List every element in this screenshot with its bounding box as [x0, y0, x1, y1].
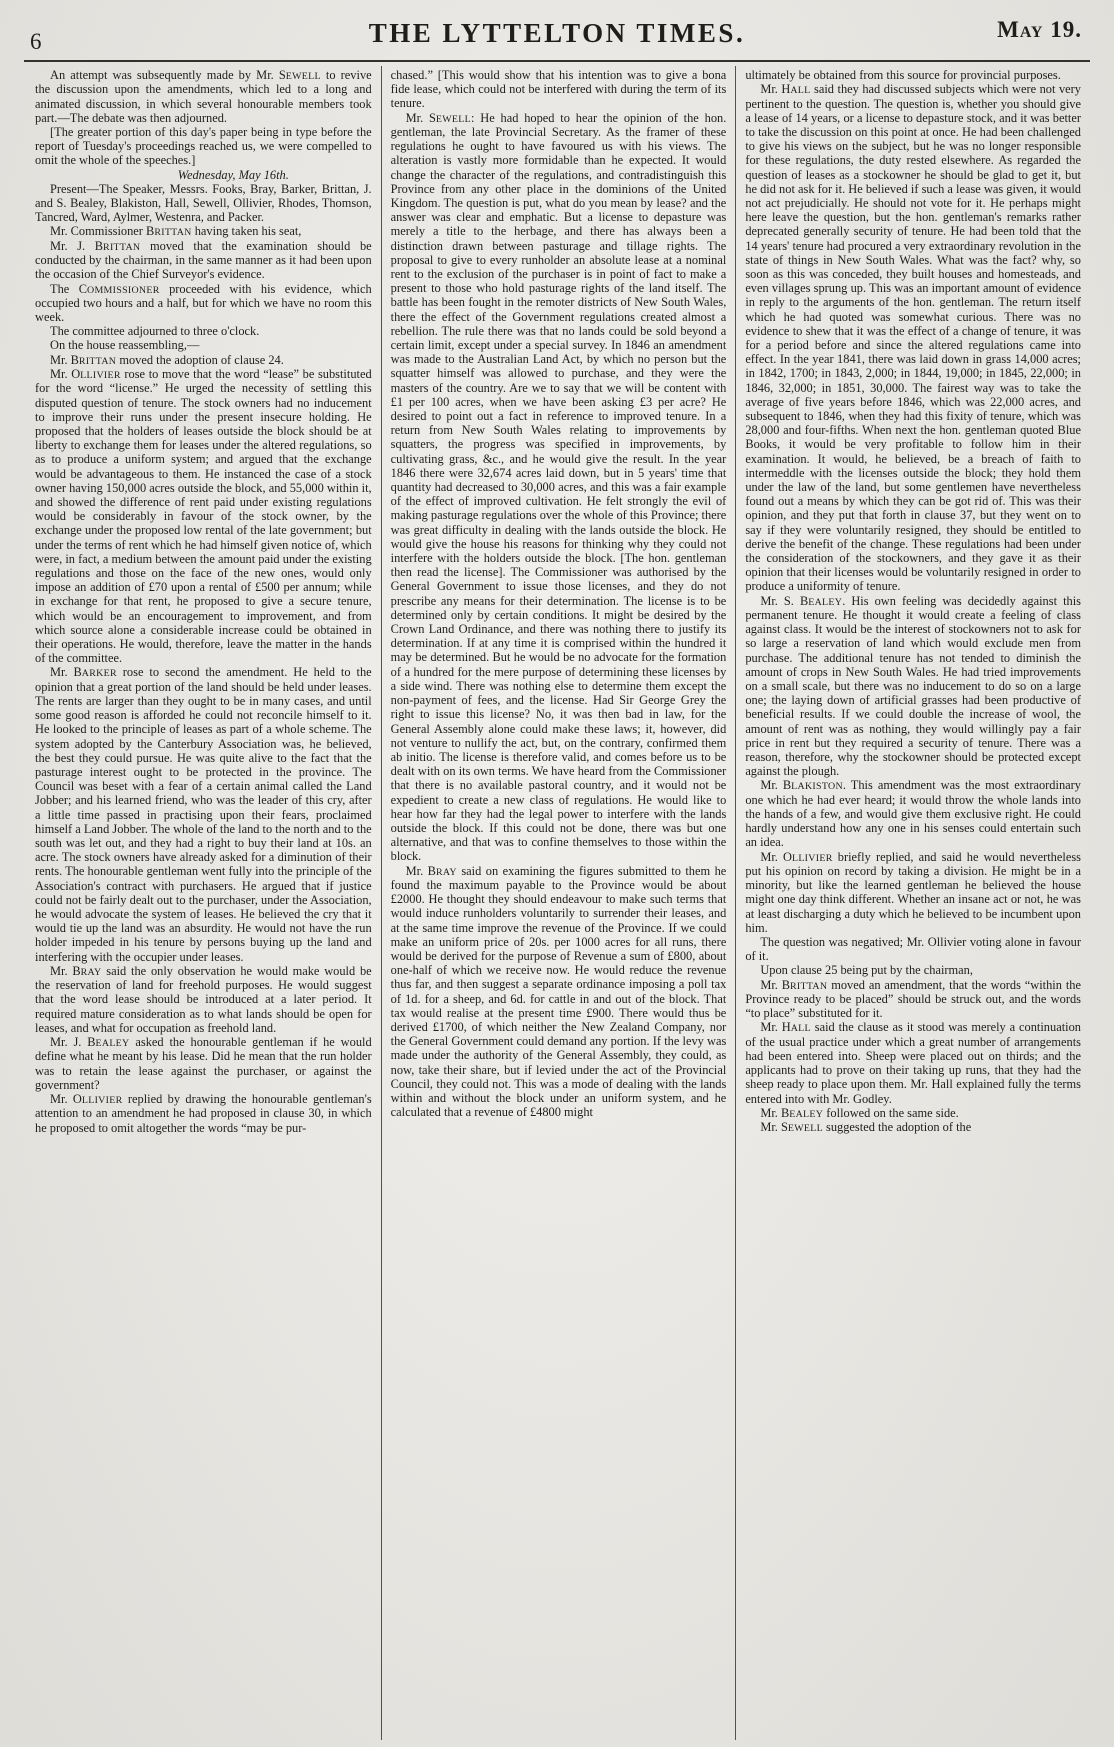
- speaker-name: EWELL: [435, 113, 471, 125]
- paragraph: Mr. Commissioner BRITTAN having taken his seat,: [50, 224, 302, 239]
- paragraph: Mr. BLAKISTON. This amendment was the most extraordinary one which he had ever heard; it would throw the whole lands into the hands of a few, and would give them exclusive right. He could hardly understand how any one in his senses could entertain such an idea.: [745, 778, 1081, 850]
- paragraph: Mr. BRAY said on examining the figures submitted to them he found the maximum payable to the Province would be about £2000. He thought they should endeavour to make such terms that would induce runholders voluntarily to surrender their leases, and at the same time improve the revenue of the Province. If we could make an uniform price of 20s. per 1000 acres for all runs, there would be derived for the purpose of Revenue a sum of £800, about one-half of which we receive now. He would reduce the revenue thus far, and then suggest a separate ordinance imposing a poll tax of 1d. for a sheep, and 6d. for cattle in and out of the block. That tax would realise at the present time £900. There would thus be derived £1700, of which neither the New Zealand Company, nor the General Government could demand any portion. If the levy was made under the authority of the General Assembly, they could, as now, take their share, but if levied under the act of the Provincial Council, they could not. This was a mode of dealing with the lands within and without the block under an uniform system, and he calculated that a revenue of £4800 might: [390, 863, 727, 1120]
- speaker-name: RITTAN: [103, 241, 141, 253]
- paragraph: Mr. BRITTAN moved an amendment, that the words “within the Province ready to be placed” should be struck out, and the words “to place” substituted for it.: [745, 977, 1081, 1021]
- speaker-name: ALL: [790, 85, 811, 97]
- page-number: 6: [30, 29, 42, 54]
- speaker-name: EALEY: [95, 1038, 130, 1050]
- paragraph: Mr. OLLIVIER replied by drawing the honourable gentleman's attention to an amendment he had proposed in clause 30, in which he proposed to omit altogether the words “may be pur-: [35, 1092, 372, 1135]
- paragraph: Mr. SEWELL suggested the adoption of the: [760, 1120, 972, 1135]
- column-3: [735, 66, 1090, 1740]
- column-1: [26, 66, 381, 1740]
- paragraph: ultimately be obtained from this source for provincial purposes.: [745, 68, 1061, 82]
- speaker-name: RITTAN: [154, 227, 192, 239]
- paragraph: The committee adjourned to three o'clock.: [50, 324, 260, 339]
- paragraph: [The greater portion of this day's paper being in type before the report of Tuesday's proceedings reached us, we were compelled to omit the whole of the speeches.]: [35, 124, 372, 168]
- paragraph: Wednesday, May 16th.: [177, 167, 289, 182]
- paragraph: Mr. J. BEALEY asked the honourable gentleman if he would define what he meant by his lease. Did he mean that the run holder was to retain the lease against the purchaser, or against the government?: [35, 1035, 372, 1092]
- paragraph: Mr. BARKER rose to second the amendment. He held to the opinion that a great portion of the land should be held under leases. The rents are larger than they ought to be in many cases, and until some good reason is afforded he could not reconcile himself to it. He looked to the principle of leases as part of a whole scheme. The system adopted by the Canterbury Association was, he believed, the best they could pursue. He was quite alive to the fact that the pasturage interest ought to be protected in the province. The Council was beset with a fear of a certain animal called the Land Jobber; and his learned friend, who was the leader of this cry, after a little time passed in practising upon their fears, proclaimed himself a Land Jobber. The whole of the land to the north and to the south was let out, and they had a right to buy their land at 10s. an acre. The stock owners have already asked for a diminution of their rents. The honourable gentleman went fully into the principle of the Association's contract with purchasers. He argued that if justice could not be fairly dealt out to the purchaser, under the Association, he would advocate the system of leases. He believed the cry that it would tie up the land was an absurdity. He would not have the run holder impeded in his tenure by persons buying up the land and interfering with the occupier under leases.: [35, 665, 372, 964]
- paragraph: The question was negatived; Mr. Ollivier voting alone in favour of it.: [745, 935, 1081, 964]
- paragraph: Mr. OLLIVIER briefly replied, and said he would nevertheless put his opinion on record by taking a division. He might be in a minority, but like the learned gentleman he believed the house might one day think different. Whether an insane act or not, he was at least discharging a duty which he believed to be incumbent upon him.: [745, 849, 1081, 935]
- paragraph: Mr. SEWELL: He had hoped to hear the opinion of the hon. gentleman, the late Provincial Secretary. As the framer of these regulations he ought to have favoured us with his views. The alteration is vastly more formidable than he expected. It would change the character of the regulations, and contradistinguish this Province from any other place in the dominions of the United Kingdom. The question is put, what do you mean by lease? and the answer was clear and emphatic. But a license to depasture was merely a title to the herbage, and there has always been a distinction drawn between pasturage and tillage rights. The proposal to give to every runholder an absolute lease at a nominal rent to the exclusion of the purchaser is in point of fact to make a present to those who hold pasturage rights of the land itself. The battle has been fought in the remoter districts of New South Wales, there the effect of the Government regulations created almost a rebellion. The rule there was that no lands could be sold beyond a certain limit, except under a special survey. In 1846 an amendment was made to the Australian Land Act, by which no person but the squatter himself was allowed to purchase, and they were the masters of the country. Are we to say that we will be content with £1 per 100 acres, when we have been asking £3 per acre? He desired to point out a fact in reference to improved tenure. In a return from New South Wales relating to improvements by squatters, the progress was specified in improvements, by cultivating grass, &c., and he would give the result. In the year 1846 there were 32,674 acres laid down, but in 5 years' time that quantity had decreased to 30,000 acres, and this was a fair example of the effect of improved cultivation. He felt strongly the evil of making pasturage regulations over the whole of this Province; there was great difficulty in dealing with the lands outside the block. He would give the house his reasons for thinking why they could not interfere with the holders outside the block. [The hon. gentleman then read the license]. The Commissioner was authorised by the General Government to issue those licenses, and they do not prescribe any means for their determination. The license is to be determined only by certain conditions. It might be desired by the Crown Land Ordinance, and there was nothing there to justify its determination. If at any time it is comprised within the hundred it may be determined. But he would be no advocate for the formation of a hundred for the mere purpose of determining these licenses by a side wind. There was nothing else to determine them except the non-payment of fees, and the license. Had Sir George Grey the right to issue this license? No, it was then bad in law, for the General Assembly alone could make these laws; it, however, did not venture to nullify the act, but, on the contrary, confirmed them ab initio. The license is therefore valid, and comes before us to be dealt with on its own terms. We have heard from the Commissioner that there is no available pastoral country, and it would not be expedient to create a new class of regulations. He would like to hear how far they had the legal power to interfere with the lands outside the block. If this could not be done, there was but one alternative, and that was to confine themselves to those within the block.: [390, 110, 727, 864]
- speaker-name: OMMISSIONER: [86, 284, 160, 296]
- speaker-name: ARKER: [81, 668, 117, 680]
- speaker-name: RAY: [80, 966, 102, 978]
- paragraph: Mr. HALL said they had discussed subjects which were not very pertinent to the question. The question is, whether you should give a lease of 14 years, or a license to depasture stock, and it was better to take the discussion on this point at once. He had been challenged to give his views on the subject, but he was no longer responsible for these regulations, the duty rested elsewhere. As regarded the question of leases as a stockowner he should be glad to get it, but he did not ask for it. He believed if such a lease was given, it would not act prejudicially. He should not vote for it. He perhaps might here leave the question, but the hon. gentleman's remarks rather deprecated generally security of tenure. He had been told that the 14 years' tenure had procured a very extraordinary revolution in the state of things in New South Wales. What was the fact? why, so soon as this was conceded, they built houses and homesteads, and even villages sprung up. This was an important amount of evidence in reply to the arguments of the hon. gentleman. The return itself which he had quoted was somewhat curious. There was no evidence to shew that it was the effect of a change of tenure, it was for a period before and since the altered regulations came into effect. In the year 1841, there was laid down in grass 14,000 acres; in 1842, 1700; in 1843, 2,000; in 1844, 19,000; in 1845, 22,000; in 1846, 32,000; in 1851, 30,000. The fairest way was to take the average of five years before 1846, which was 22,000 acres, and subsequent to 1846, when they had this fixity of tenure, which was 28,000 and four-fifths. When next the hon. gentleman quoted Blue Books, it would be very profitable to follow him in their examination. It would, he believed, be a breach of faith to intermeddle with the licenses outside the block; they hold them under the law of the land, but some gentlemen have nevertheless found out a means by which they can be got rid of. This was their opinion, and they put that forth in clause 37, but they went on to say if they were voluntarily resigned, they should be entitled to derive the benefit of the change. These regulations had been under the consideration of the stockowners, and they gave it as their opinion that their licenses would be voluntarily resigned in order to produce a uniformity of tenure.: [745, 82, 1081, 594]
- newspaper-title: THE LYTTELTON TIMES.: [368, 18, 746, 48]
- paragraph: Mr. BRAY said the only observation he would make would be the reservation of land for freehold purposes. He would suggest that the word lease should be introduced at a later period. It required mature consideration as to what lands should be open for leases, and what for occupation as freehold land.: [35, 963, 372, 1035]
- paragraph: Mr. J. BRITTAN moved that the examination should be conducted by the chairman, in the same manner as it had been upon the occasion of the Chief Surveyor's evidence.: [35, 238, 372, 282]
- paragraph: The COMMISSIONER proceeded with his evidence, which occupied two hours and a half, but for which we have no room this week.: [35, 281, 372, 325]
- paragraph: Mr. BEALEY followed on the same side.: [760, 1105, 959, 1120]
- paragraph: Present—The Speaker, Messrs. Fooks, Bray, Barker, Brittan, J. and S. Bealey, Blakiston, Hall, Sewell, Ollivier, Rhodes, Thomson, Tancred, Ward, Aylmer, Westenra, and Packer.: [35, 181, 372, 225]
- speaker-name: LLIVIER: [81, 1095, 123, 1107]
- paragraph: Mr. S. BEALEY. His own feeling was decidedly against this permanent tenure. He thought it would create a feeling of class against class. It would be the interest of stockowners not to ask for so large a reservation of land which would exclude men from purchase. The additional tenure has not tended to diminish the amount of crops in New South Wales. He had tried improvements on a small scale, but there was no inducement to do so on a large one; the laying down of artificial grasses had been productive of beneficial results. If we could double the increase of wool, the amount of rent was as nothing, they would willingly pay a fair price in rent but they required a security of tenure. There was a reason, therefore, why the stockowner should be protected except against the plough.: [745, 593, 1081, 779]
- speaker-name: LAKISTON: [791, 781, 843, 793]
- paragraph: Upon clause 25 being put by the chairman,: [760, 963, 973, 978]
- article-columns: [0, 62, 1114, 1740]
- speaker-name: LLIVIER: [791, 852, 833, 864]
- paragraph: chased.” [This would show that his intention was to give a bona fide lease, which could not be interfered with during the term of its tenure.: [390, 68, 727, 111]
- paragraph: Mr. HALL said the clause as it stood was merely a continuation of the usual practice under which a great number of arrangements had been entered into. Sheep were placed out on thirds; and the applicants had to prove on their taking up runs, that they had the sheep ready to place upon them. Mr. Hall explained fully the terms entered into with Mr. Godley.: [745, 1020, 1081, 1106]
- paragraph: On the house reassembling,—: [50, 338, 200, 353]
- speaker-name: ALL: [790, 1023, 811, 1035]
- speaker-name: RITTAN: [78, 355, 117, 367]
- speaker-name: RITTAN: [790, 980, 828, 992]
- paragraph: Mr. BRITTAN moved the adoption of clause 24.: [50, 352, 284, 367]
- issue-date: May 19.: [997, 17, 1082, 42]
- speaker-name: RAY: [435, 866, 457, 878]
- column-2: [381, 66, 736, 1740]
- masthead: [0, 0, 1114, 60]
- speaker-name: EALEY: [789, 1108, 824, 1120]
- speaker-name: EWELL: [285, 71, 321, 82]
- speaker-name: EWELL: [787, 1123, 823, 1135]
- speaker-name: LLIVIER: [80, 370, 121, 382]
- paragraph: An attempt was subsequently made by Mr. SEWELL to revive the discussion upon the amendments, which led to a long and animated discussion, in which several honourable members took part.—The debate was then adjourned.: [35, 68, 372, 125]
- paragraph: Mr. OLLIVIER rose to move that the word “lease” be substituted for the word “license.” He urged the necessity of settling this disputed question of tenure. The stock owners had no inducement to improve their runs under the present insecure holding. He proposed that the holders of leases outside the block should be at liberty to exchange them for leases under the altered regulations, so as to produce a uniform system; and argued that the exchange would be advantageous to them. He instanced the case of a stock owner having 150,000 acres outside the block, and 55,000 within it, and showed the difference of rent paid under existing regulations would be considerably in favour of the stock owner, by the exchange under the proposed low rental of the late government; but under the terms of rent which he had himself given notice of, which were, in fact, a medium between the amount paid under the existing regulations and those on the face of the new ones, would only impose an addition of £70 upon a rental of £500 per annum; while in exchange for that rent, he proposed to give a secure tenure, which would be an encouragement to improvement, and from which source alone a considerable increase could be obtained in their operations. He would, therefore, leave the matter in the hands of the committee.: [35, 367, 372, 666]
- speaker-name: EALEY: [808, 596, 843, 608]
